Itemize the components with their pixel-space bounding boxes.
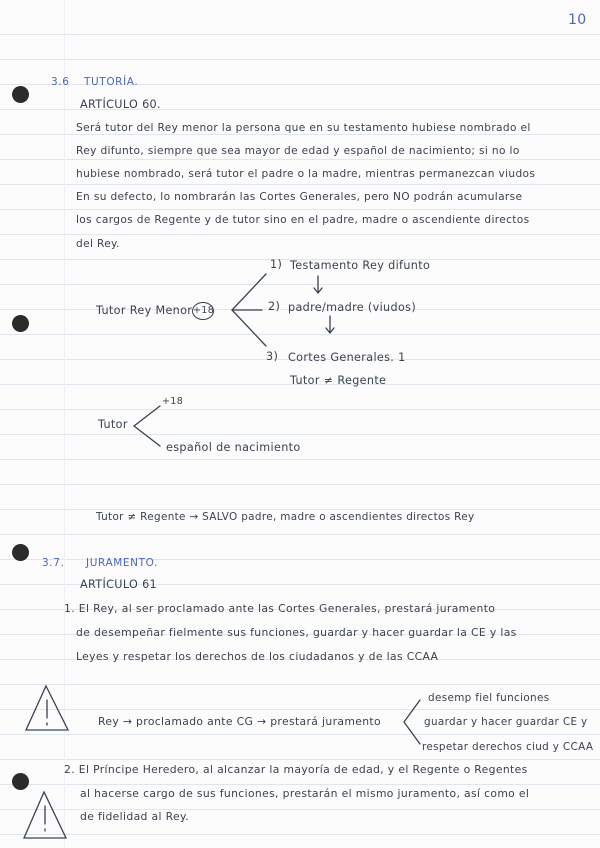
article-heading: ARTÍCULO 61 — [80, 578, 158, 591]
oath-branch: guardar y hacer guardar CE y — [424, 716, 588, 728]
item-line: Leyes y respetar los derechos de los ciudadanos y de las CCAA — [76, 650, 439, 663]
article-heading: ARTÍCULO 60. — [80, 98, 161, 111]
requirement-age: +18 — [162, 396, 184, 407]
requirements-root: Tutor — [98, 418, 128, 431]
option-text: Cortes Generales. 1 — [288, 351, 406, 364]
page-number: 10 — [568, 12, 587, 28]
paragraph-line: Rey difunto, siempre que sea mayor de edad y español de nacimiento; si no lo — [76, 145, 520, 157]
option-text: padre/madre (viudos) — [288, 301, 417, 314]
option-number: 2) — [268, 300, 281, 313]
section-number: 3.6 — [51, 76, 70, 88]
paragraph-line: del Rey. — [76, 238, 120, 250]
paragraph-line: En su defecto, lo nombrarán las Cortes Generales, pero NO podrán acumularse — [76, 191, 523, 203]
paragraph-line: Será tutor del Rey menor la persona que en su testamento hubiese nombrado el — [76, 122, 531, 134]
option-number: 1) — [270, 258, 283, 271]
oath-branch: desemp fiel funciones — [428, 692, 550, 704]
requirements-bracket — [134, 406, 160, 446]
oath-branch: respetar derechos ciud y CCAA — [422, 741, 594, 753]
scheme-note: Tutor ≠ Regente — [290, 374, 387, 387]
oath-bracket — [404, 700, 420, 744]
option-text: Testamento Rey difunto — [290, 259, 431, 272]
item-line: 2. El Príncipe Heredero, al alcanzar la mayoría de edad, y el Regente o Regentes — [64, 763, 528, 776]
requirement-nationality: español de nacimiento — [166, 441, 301, 454]
paragraph-line: los cargos de Regente y de tutor sino en el padre, madre o ascendiente directos — [76, 214, 530, 226]
item-line: de fidelidad al Rey. — [80, 810, 189, 823]
oath-scheme-main: Rey → proclamado ante CG → prestará juramento — [98, 715, 381, 728]
age-badge: +18 — [192, 302, 214, 320]
item-line: de desempeñar fielmente sus funciones, guardar y hacer guardar la CE y las — [76, 626, 517, 639]
section-title: JURAMENTO. — [86, 557, 158, 569]
down-arrow-icon — [314, 276, 322, 293]
scheme-root: Tutor Rey Menor — [96, 304, 193, 317]
down-arrow-icon — [326, 316, 334, 333]
section-number: 3.7. — [42, 557, 65, 569]
item-line: al hacerse cargo de sus funciones, prestarán el mismo juramento, así como el — [80, 787, 530, 800]
section-title: TUTORÍA. — [84, 76, 139, 88]
item-line: 1. El Rey, al ser proclamado ante las Cortes Generales, prestará juramento — [64, 602, 496, 615]
paragraph-line: hubiese nombrado, será tutor el padre o la madre, mientras permanezcan viudos — [76, 168, 536, 180]
exception-note: Tutor ≠ Regente → SALVO padre, madre o ascendientes directos Rey — [96, 511, 475, 523]
option-number: 3) — [266, 350, 279, 363]
